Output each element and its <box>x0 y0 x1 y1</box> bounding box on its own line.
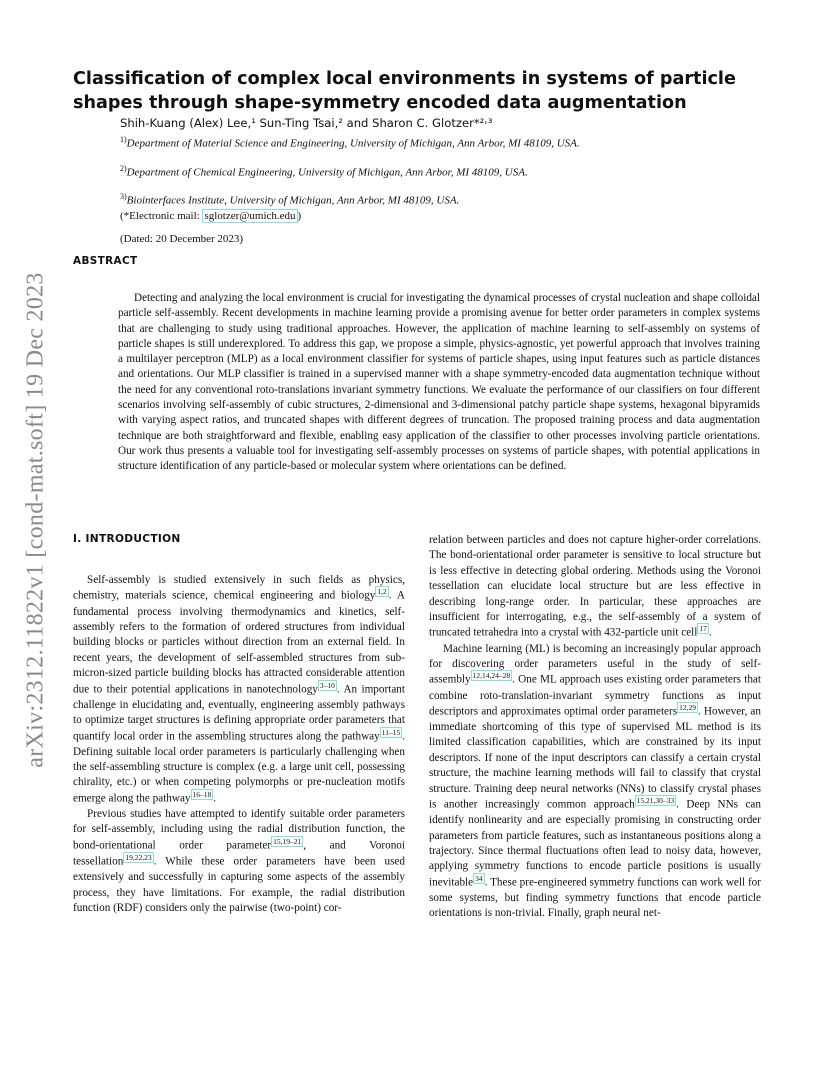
contact-email <box>120 210 301 222</box>
abstract-text: Detecting and analyzing the local environment is crucial for investigating the dynamical processes of crystal nucleation and shape colloidal particle self-assembly. Recent developments in machine learning provide a promising avenue for better order parameters in complex systems that are challenging to study using traditional approaches. However, the application of machine learning to self-assembly on systems of particle shapes is still underexplored. To address this gap, we propose a simple, physics-agnostic, yet powerful approach that involves training a multilayer perceptron (MLP) as a local environment classifier for systems of particle shapes, using input features such as particle distances and orientations. Our MLP classifier is trained in a supervised manner with a shape symmetry-encoded data augmentation technique without the need for any conventional roto-translations invariant symmetry functions. We evaluate the performance of our classifiers on four different scenarios involving self-assembly of cubic structures, 2-dimensional and 3-dimensional patchy particle shape systems, hexagonal bipyramids with varying aspect ratios, and truncated shapes with different degrees of truncation. The proposed training process and data augmentation technique are both straightforward and flexible, enabling easy application of the classifier to other processes involving particle orientations. Our work thus presents a valuable tool for investigating self-assembly processes on systems of particle shapes, with potential applications in structure identification of any particle-based or molecular system where orientations can be defined. <box>118 292 760 473</box>
paragraph-text: . These pre-engineered symmetry functions can work well for some systems, but finding symmetry functions that encode particle orientations is non-trivial. Finally, graph neural net- <box>429 876 761 920</box>
citation-link[interactable]: 34 <box>475 873 483 883</box>
paragraph <box>429 533 761 642</box>
paragraph-text: . <box>708 627 712 640</box>
citation-link[interactable]: 12,14,24–28 <box>472 671 511 681</box>
paragraph-text: . While these order parameters have been used extensively and successfully in capturing some aspects of the assembly process, they have limitations. For example, the radial distribution function (RDF) considers only the pairwise (two-point) cor- <box>73 855 405 914</box>
citation-link[interactable]: 15,21,30–33 <box>636 796 675 806</box>
paragraph-text: Machine learning (ML) is becoming an increasingly popular approach for discovering order parameters useful in the study of self-assembly <box>429 642 761 687</box>
paragraph-text: . Defining suitable local order parameters is particularly challenging when the self-assembling structure is complex (e.g. a large unit cell, possessing chirality, etc.) or when competing polymorphs or pre-nucleation motifs emerge along the pathway <box>73 730 405 805</box>
abstract-heading: ABSTRACT <box>73 255 138 267</box>
paragraph-text: . One ML approach uses existing order parameters that combine roto-translation-invariant symmetry functions as input descriptors and approximates optimal order parameters <box>429 674 761 718</box>
affiliation-3 <box>120 190 590 208</box>
paragraph-text: . Deep NNs can identify nonlinearity and are especially promising in constructing order parameters from particle features, such as instantaneous positions along a trajectory. Since thermal fluctuations often lead to noisy data, however, applying symmetry functions to encode particle positions is usually inevitable <box>429 798 761 889</box>
paragraph <box>73 573 405 807</box>
citation-link[interactable]: 1,2 <box>377 587 387 597</box>
paragraph <box>429 642 761 922</box>
affiliation-text: Department of Chemical Engineering, University of Michigan, Ann Arbor, MI 48109, USA. <box>126 166 528 179</box>
paragraph-text: Previous studies have attempted to identify suitable order parameters for self-assembly, including using the radial distribution function, the bond-orientational order parameter <box>73 808 405 852</box>
affiliation-2 <box>120 162 590 180</box>
arxiv-sidebar-stamp <box>14 255 58 785</box>
email-prefix: (*Electronic mail: <box>120 210 203 222</box>
paragraph-text: . <box>213 792 217 805</box>
citation-link[interactable]: 15,19–21 <box>273 836 302 846</box>
intro-left-column <box>73 573 405 916</box>
citation-link[interactable]: 19,22,23 <box>125 852 152 862</box>
paragraph-text: . A fundamental process involving thermodynamics and kinetics, self-assembly refers to the formation of ordered structures from individual building blocks or particles without direction from an external field. In recent years, the development of self-assembled structures from sub-micron-sized particle building blocks has attracted considerable attention due to their potential applications in nanotechnology <box>73 590 405 696</box>
paragraph-text: relation between particles and does not capture higher-order correlations. The bond-orientational order parameter is sensitive to local structure but is less effective in detecting global ordering. Methods using the Voronoi tessellation can elucidate local structure but are less effective in describing long-range order. In particular, these approaches are insufficient for interrogating, e.g., the self-assembly of a system of truncated tetrahedra into a crystal with 432-particle unit cell <box>429 534 761 640</box>
affiliation-1 <box>120 133 590 151</box>
affiliation-text: Biointerfaces Institute, University of Michigan, Ann Arbor, MI 48109, USA. <box>126 194 460 207</box>
paragraph-text: . An important challenge in elucidating and, eventually, engineering assembly pathways to optimize target structures is defining appropriate order parameters that quantify local order in the assembling structures along the pathway <box>73 683 405 743</box>
arxiv-id: arXiv:2312.11822v1 [cond-mat.soft] 19 Dec 2023 <box>22 272 49 768</box>
affiliation-number: 1) <box>120 135 127 144</box>
citation-link[interactable]: 16–18 <box>192 789 212 799</box>
intro-right-column <box>429 533 761 922</box>
paper-title: Classification of complex local environments in systems of particle shapes through shape-symmetry encoded data augmentation <box>73 69 736 113</box>
citation-link[interactable]: 11–15 <box>381 727 401 737</box>
paragraph <box>73 807 405 916</box>
email-link[interactable]: sglotzer@umich.edu <box>204 210 296 222</box>
affiliation-text: Department of Material Science and Engineering, University of Michigan, Ann Arbor, MI 48109, USA. <box>126 137 580 150</box>
affiliation-number: 3) <box>120 192 127 201</box>
citation-link[interactable]: 17 <box>699 624 707 634</box>
paragraph-text: . However, an immediate shortcoming of this type of supervised ML method is its limited classification capabilities, which are constrained by its input descriptors. If none of the input descriptors can classify a certain crystal structure, the machine learning methods will fail to classify that crystal structure. Training deep neural networks (NNs) to classify crystal phases is another increasingly common approach <box>429 705 761 811</box>
paragraph-text: , and Voronoi tessellation <box>73 839 405 868</box>
dated-line: (Dated: 20 December 2023) <box>120 233 244 245</box>
email-suffix: ) <box>297 210 302 222</box>
citation-link[interactable]: 12,29 <box>679 702 696 712</box>
paragraph-text: Self-assembly is studied extensively in such fields as physics, chemistry, materials science, chemical engineering and biology <box>73 574 405 603</box>
affiliation-number: 2) <box>120 164 127 173</box>
citation-link[interactable]: 3–10 <box>319 680 335 690</box>
section-heading-introduction: I. INTRODUCTION <box>73 533 181 545</box>
author-list: Shih-Kuang (Alex) Lee,¹ Sun-Ting Tsai,² and Sharon C. Glotzer*²˒³ <box>120 116 493 130</box>
